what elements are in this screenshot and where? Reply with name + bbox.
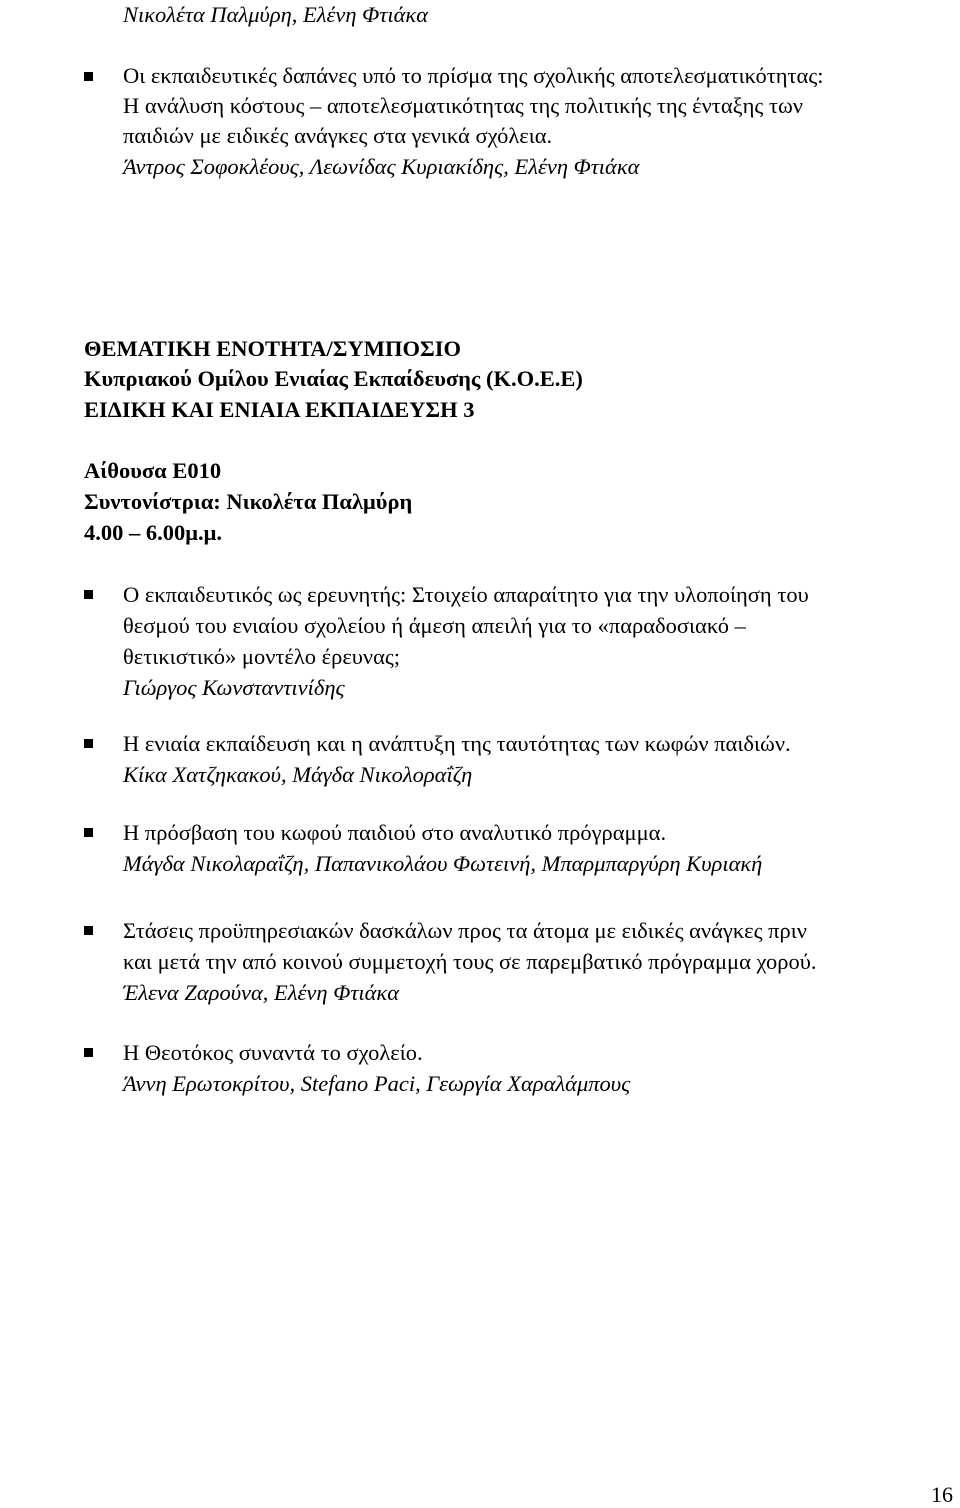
bullet-icon (84, 72, 93, 81)
item-title-line: θετικιστικό» μοντέλο έρευνας; (123, 644, 401, 669)
item-authors: Γιώργος Κωνσταντινίδης (123, 675, 345, 700)
session-heading-line: ΕΙΔΙΚΗ ΚΑΙ ΕΝΙΑΙΑ ΕΚΠΑΙΔΕΥΣΗ 3 (84, 397, 475, 422)
session-heading-line: Κυπριακού Ομίλου Ενιαίας Εκπαίδευσης (Κ.Ο.Ε.Ε) (84, 366, 583, 391)
item-authors: Έλενα Ζαρούνα, Ελένη Φτιάκα (123, 980, 400, 1005)
item-title-line: θεσμού του ενιαίου σχολείου ή άμεση απειλή για το «παραδοσιακό – (123, 613, 746, 638)
item-title-line: παιδιών με ειδικές ανάγκες στα γενικά σχόλεια. (123, 123, 553, 148)
bullet-icon (84, 1048, 93, 1057)
bullet-icon (84, 590, 93, 599)
top-authors: Νικολέτα Παλμύρη, Ελένη Φτιάκα (123, 2, 429, 27)
item-title-line: Η ενιαία εκπαίδευση και η ανάπτυξη της ταυτότητας των κωφών παιδιών. (123, 731, 791, 756)
item-title-line: Στάσεις προϋπηρεσιακών δασκάλων προς τα άτομα με ειδικές ανάγκες πριν (123, 918, 807, 943)
item-authors: Μάγδα Νικολαραΐζη, Παπανικολάου Φωτεινή, Μπαρμπαργύρη Κυριακή (123, 851, 763, 876)
item-title-line: Η ανάλυση κόστους – αποτελεσματικότητας της πολιτικής της ένταξης των (123, 93, 803, 118)
item-title-line: Η Θεοτόκος συναντά το σχολείο. (123, 1040, 423, 1065)
item-title-line: και μετά την από κοινού συμμετοχή τους σε παρεμβατικό πρόγραμμα χορού. (123, 949, 817, 974)
item-authors: Άννη Ερωτοκρίτου, Stefano Paci, Γεωργία Χαραλάμπους (123, 1071, 631, 1096)
item-title-line: Ο εκπαιδευτικός ως ερευνητής: Στοιχείο απαραίτητο για την υλοποίηση του (123, 582, 809, 607)
item-title-line: Οι εκπαιδευτικές δαπάνες υπό το πρίσμα της σχολικής αποτελεσματικότητας: (123, 63, 824, 88)
session-heading-line: ΘΕΜΑΤΙΚΗ ΕΝΟΤΗΤΑ/ΣΥΜΠΟΣΙΟ (84, 336, 461, 361)
page-number: 16 (931, 1482, 953, 1507)
bullet-icon (84, 739, 93, 748)
item-authors: Κίκα Χατζηκακού, Μάγδα Νικολοραΐζη (123, 762, 473, 787)
session-room: Αίθουσα Ε010 (84, 458, 222, 483)
bullet-icon (84, 828, 93, 837)
session-coordinator: Συντονίστρια: Νικολέτα Παλμύρη (84, 489, 413, 514)
item-authors: Άντρος Σοφοκλέους, Λεωνίδας Κυριακίδης, Ελένη Φτιάκα (123, 154, 640, 179)
session-time: 4.00 – 6.00μ.μ. (84, 520, 223, 545)
bullet-icon (84, 926, 93, 935)
item-title-line: Η πρόσβαση του κωφού παιδιού στο αναλυτικό πρόγραμμα. (123, 820, 667, 845)
